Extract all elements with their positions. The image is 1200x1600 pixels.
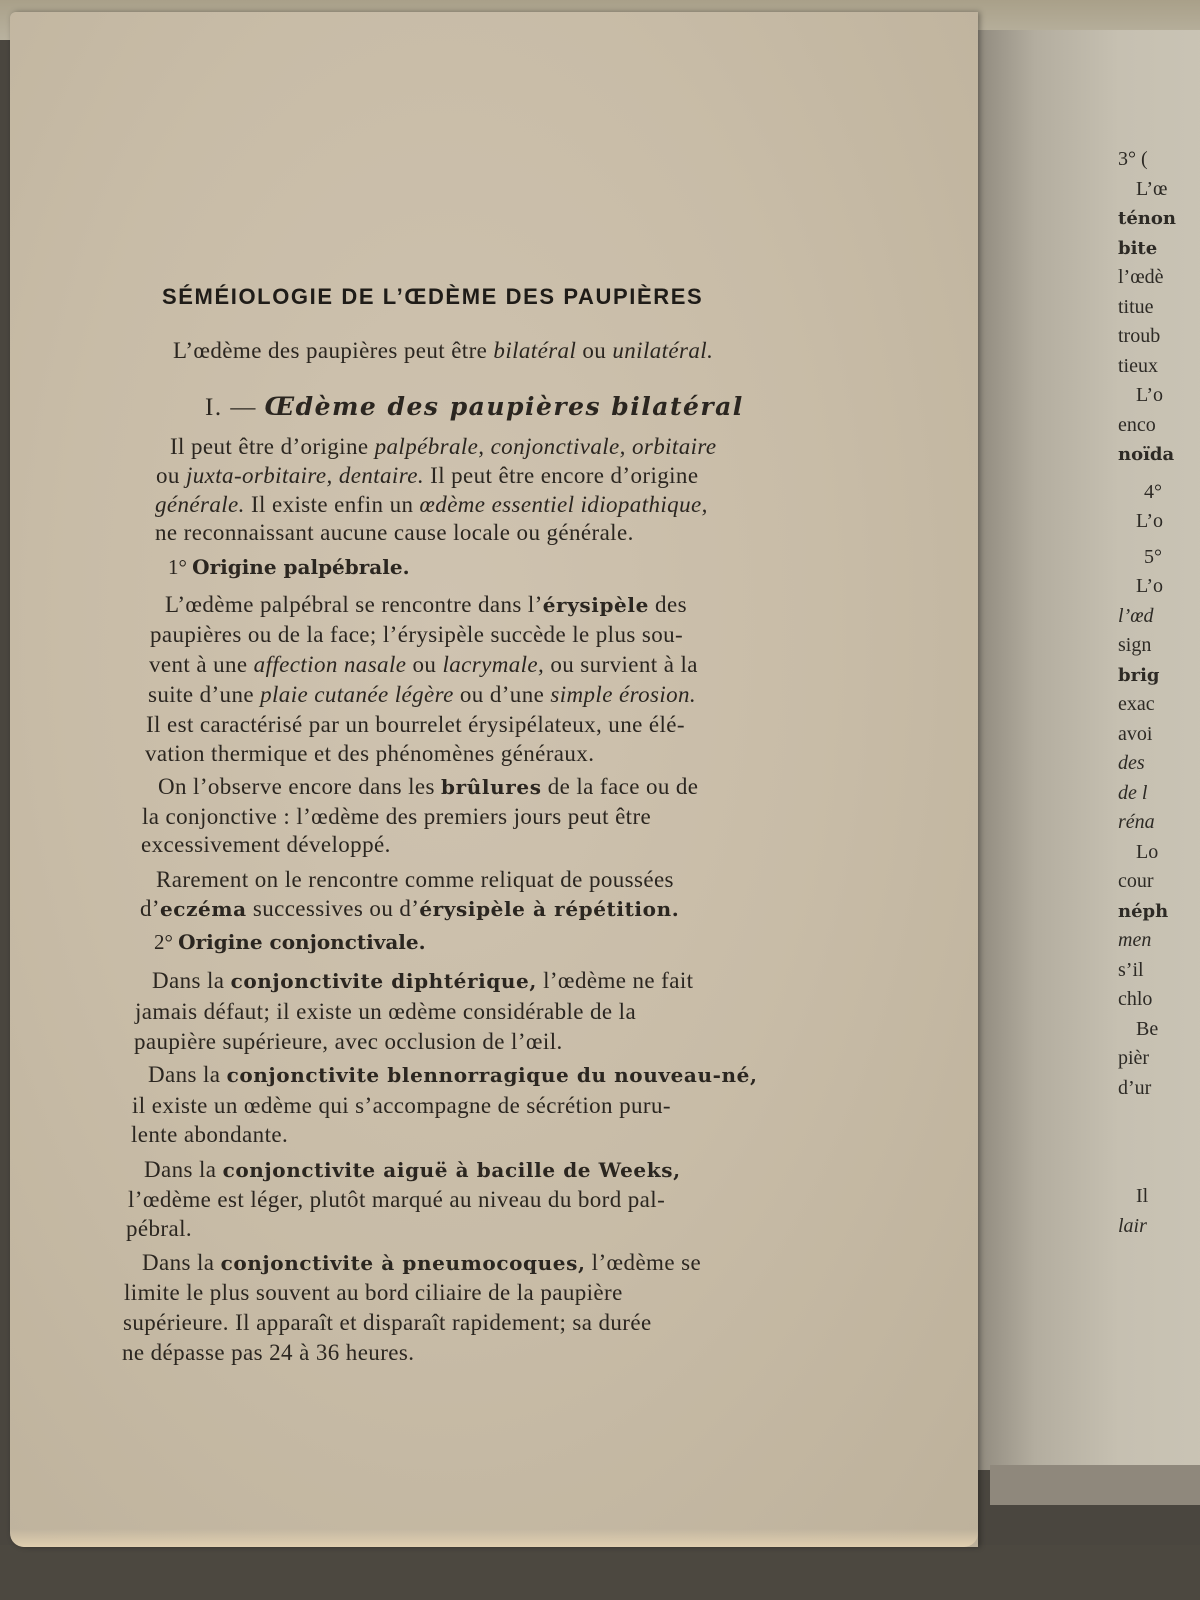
right-line bbox=[1118, 1133, 1200, 1163]
text-line: supérieure. Il apparaît et disparaît rapidement; sa durée bbox=[123, 1310, 652, 1335]
right-line: L’o bbox=[1136, 575, 1164, 597]
text-line: Dans la conjonctivite aiguë à bacille de Weeks, bbox=[144, 1157, 681, 1182]
right-line: lair bbox=[1118, 1214, 1147, 1237]
right-line: 4° bbox=[1144, 480, 1162, 503]
right-line: avoi bbox=[1118, 722, 1153, 745]
right-line: enco bbox=[1118, 413, 1156, 436]
right-page-text bbox=[1118, 145, 1200, 1241]
text-line: On l’observe encore dans les brûlures de la face ou de bbox=[158, 774, 699, 799]
right-line: l’œdè bbox=[1118, 266, 1164, 288]
text-line: Dans la conjonctivite à pneumocoques, l’œdème se bbox=[142, 1250, 702, 1275]
text-line: Il est caractérisé par un bourrelet érysipélateux, une élé- bbox=[146, 712, 685, 737]
text-line: excessivement développé. bbox=[141, 832, 391, 857]
right-line: s’il bbox=[1118, 958, 1144, 981]
right-line: Lo bbox=[1136, 840, 1159, 863]
text-line: d’eczéma successives ou d’érysipèle à répétition. bbox=[140, 896, 680, 921]
text-line: paupières ou de la face; l’érysipèle succède le plus sou- bbox=[150, 622, 684, 647]
text-line: Dans la conjonctivite diphtérique, l’œdème ne fait bbox=[152, 968, 694, 993]
right-line: 5° bbox=[1144, 545, 1162, 568]
text-line: ne dépasse pas 24 à 36 heures. bbox=[122, 1340, 415, 1365]
right-line: L’œ bbox=[1136, 177, 1168, 200]
right-line: chlo bbox=[1118, 988, 1153, 1010]
text-line: Rarement on le rencontre comme reliquat de poussées bbox=[156, 867, 674, 892]
text-line: vation thermique et des phénomènes généraux. bbox=[145, 741, 595, 766]
right-line: men bbox=[1118, 929, 1152, 951]
text-line: limite le plus souvent au bord ciliaire de la paupière bbox=[124, 1280, 623, 1305]
right-page-shadow bbox=[990, 1465, 1200, 1505]
right-page bbox=[975, 30, 1200, 1470]
subsection-heading: 1° Origine palpébrale. bbox=[168, 555, 410, 579]
text-line: vent à une affection nasale ou lacrymale, ou survient à la bbox=[149, 652, 698, 677]
table-surface bbox=[0, 1545, 1200, 1600]
text-line: la conjonctive : l’œdème des premiers jours peut être bbox=[142, 804, 652, 829]
intro-line: L’œdème des paupières peut être bilatéral ou unilatéral. bbox=[173, 338, 714, 363]
left-page bbox=[10, 12, 978, 1547]
page-content bbox=[10, 12, 978, 1547]
right-line: brig bbox=[1118, 664, 1160, 686]
right-line bbox=[1118, 1162, 1200, 1182]
right-line: troub bbox=[1118, 325, 1161, 347]
right-line: exac bbox=[1118, 693, 1155, 715]
text-line: jamais défaut; il existe un œdème considérable de la bbox=[135, 999, 637, 1024]
text-line: lente abondante. bbox=[131, 1122, 289, 1147]
right-line: réna bbox=[1118, 811, 1155, 833]
right-line: de l bbox=[1118, 781, 1148, 804]
text-line: ne reconnaissant aucune cause locale ou générale. bbox=[155, 520, 634, 545]
text-line: il existe un œdème qui s’accompagne de sécrétion puru- bbox=[132, 1093, 671, 1118]
text-line: Dans la conjonctivite blennorragique du nouveau-né, bbox=[148, 1062, 758, 1087]
right-line bbox=[1118, 1103, 1200, 1133]
right-line: d’ur bbox=[1118, 1076, 1152, 1099]
right-line: ténon bbox=[1118, 208, 1176, 229]
right-line: L’o bbox=[1136, 384, 1164, 406]
right-line: pièr bbox=[1118, 1047, 1150, 1069]
right-line: 3° ( bbox=[1118, 148, 1148, 170]
right-line: noïda bbox=[1118, 444, 1175, 465]
right-line: des bbox=[1118, 752, 1145, 774]
right-line: l’œd bbox=[1118, 604, 1154, 627]
text-line: ou juxta-orbitaire, dentaire. Il peut être encore d’origine bbox=[156, 463, 699, 488]
right-line: Be bbox=[1136, 1017, 1159, 1040]
right-line: cour bbox=[1118, 870, 1154, 892]
right-line: titue bbox=[1118, 295, 1154, 318]
right-line: néph bbox=[1118, 900, 1169, 922]
right-line: bite bbox=[1118, 237, 1158, 259]
text-line: générale. Il existe enfin un œdème essentiel idiopathique, bbox=[155, 492, 708, 517]
right-line bbox=[1118, 470, 1200, 478]
text-line: pébral. bbox=[126, 1216, 193, 1241]
right-line: Il bbox=[1136, 1185, 1149, 1207]
text-line: L’œdème palpébral se rencontre dans l’érysipèle des bbox=[165, 592, 687, 617]
section-heading: I. — Œdème des paupières bilatéral bbox=[205, 392, 744, 421]
page-title: SÉMÉIOLOGIE DE L’ŒDÈME DES PAUPIÈRES bbox=[162, 284, 704, 309]
right-line: L’o bbox=[1136, 510, 1164, 532]
text-line: l’œdème est léger, plutôt marqué au niveau du bord pal- bbox=[128, 1187, 666, 1212]
right-line: sign bbox=[1118, 634, 1152, 656]
text-line: paupière supérieure, avec occlusion de l’œil. bbox=[134, 1029, 563, 1054]
subsection-heading: 2° Origine conjonctivale. bbox=[154, 930, 426, 954]
text-line: Il peut être d’origine palpébrale, conjonctivale, orbitaire bbox=[170, 434, 717, 459]
text-line: suite d’une plaie cutanée légère ou d’une simple érosion. bbox=[148, 682, 697, 707]
right-line: tieux bbox=[1118, 354, 1158, 377]
